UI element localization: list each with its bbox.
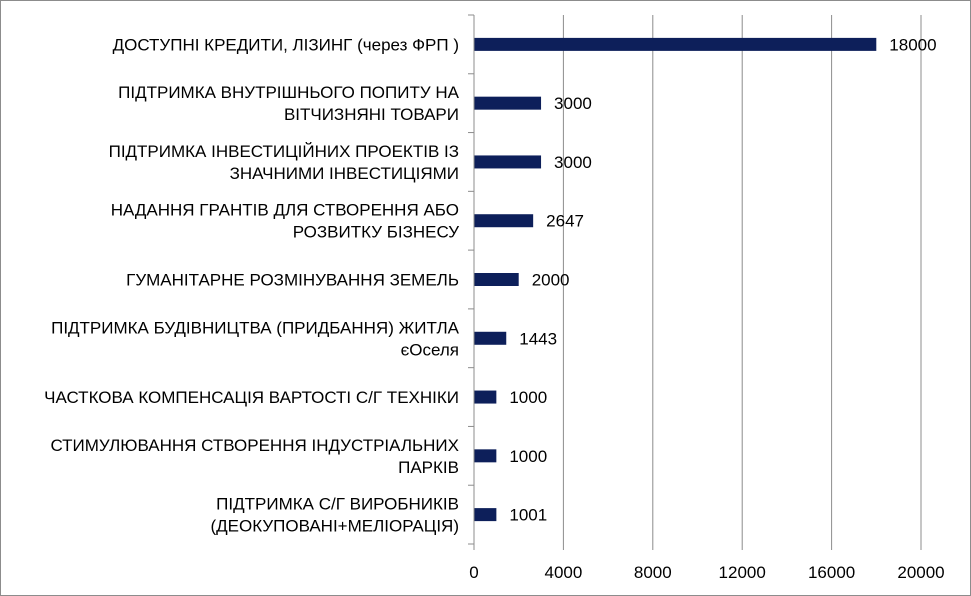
- category-label: ГУМАНІТАРНЕ РОЗМІНУВАННЯ ЗЕМЕЛЬ: [126, 270, 459, 290]
- category-label: ПІДТРИМКА ВНУТРІШНЬОГО ПОПИТУ НА: [118, 83, 459, 103]
- bar: [474, 391, 496, 404]
- category-label: ПІДТРИМКА ІНВЕСТИЦІЙНИХ ПРОЕКТІВ ІЗ: [108, 141, 459, 161]
- data-label: 1001: [509, 505, 548, 525]
- bar: [474, 449, 496, 462]
- x-tick-label: 20000: [897, 563, 945, 582]
- category-label: ВІТЧИЗНЯНІ ТОВАРИ: [283, 105, 459, 125]
- bar-chart: [1, 1, 970, 595]
- data-label: 1000: [509, 446, 548, 466]
- bar: [474, 155, 541, 168]
- data-label: 2000: [531, 270, 570, 290]
- category-label: (ДЕОКУПОВАНІ+МЕЛІОРАЦІЯ): [210, 516, 459, 536]
- x-tick-label: 4000: [544, 563, 583, 582]
- data-label: 1443: [519, 329, 558, 349]
- bar: [474, 38, 876, 51]
- category-label: ЗНАЧНИМИ ІНВЕСТИЦІЯМИ: [229, 163, 459, 183]
- data-label: 18000: [889, 35, 937, 55]
- x-tick-labels: [469, 563, 944, 582]
- data-labels: [509, 35, 936, 524]
- bar: [474, 332, 506, 345]
- category-label: єОселя: [400, 340, 459, 360]
- grid-lines: [563, 15, 921, 544]
- x-tick-label: 16000: [807, 563, 856, 582]
- x-tick-label: 0: [469, 563, 479, 582]
- category-label: ЧАСТКОВА КОМПЕНСАЦІЯ ВАРТОСТІ С/Г ТЕХНІКИ: [44, 388, 459, 408]
- category-label: ПІДТРИМКА БУДІВНИЦТВА (ПРИДБАННЯ) ЖИТЛА: [51, 318, 459, 338]
- bar: [474, 273, 519, 286]
- data-label: 3000: [554, 152, 592, 172]
- bar: [474, 508, 496, 521]
- bar: [474, 214, 533, 227]
- category-label: ДОСТУПНІ КРЕДИТИ, ЛІЗИНГ (через ФРП ): [112, 35, 459, 55]
- data-label: 1000: [509, 388, 548, 408]
- data-label: 2647: [546, 211, 584, 231]
- category-label: НАДАННЯ ГРАНТІВ ДЛЯ СТВОРЕННЯ АБО: [110, 200, 459, 220]
- category-label: ПАРКІВ: [398, 457, 459, 477]
- category-label: ПІДТРИМКА С/Г ВИРОБНИКІВ: [216, 494, 459, 514]
- bar: [474, 97, 541, 110]
- x-tick-label: 8000: [633, 563, 672, 582]
- x-tick-label: 12000: [718, 563, 766, 582]
- category-label: РОЗВИТКУ БІЗНЕСУ: [292, 222, 459, 242]
- category-label: СТИМУЛЮВАННЯ СТВОРЕННЯ ІНДУСТРІАЛЬНИХ: [50, 435, 459, 455]
- category-labels: [44, 35, 459, 535]
- data-label: 3000: [554, 94, 592, 114]
